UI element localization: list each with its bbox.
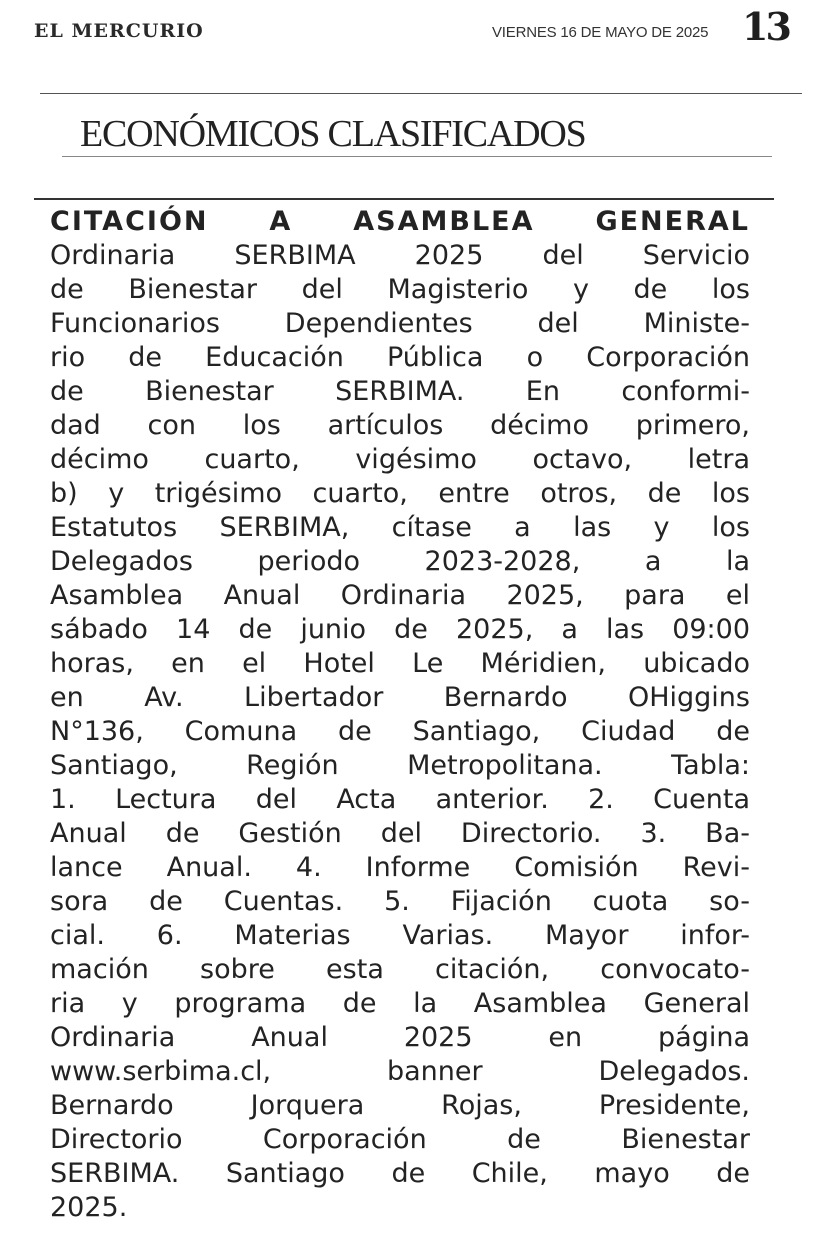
notice-line: en Av. Libertador Bernardo OHiggins: [50, 682, 750, 713]
notice-line: Directorio Corporación de Bienestar: [50, 1124, 750, 1155]
notice-line: de Bienestar del Magisterio y de los: [50, 274, 750, 305]
notice-line: 2025.: [50, 1192, 128, 1223]
notice-line: Delegados periodo 2023-2028, a la: [50, 546, 750, 577]
header-divider: [40, 93, 802, 94]
notice-line: sora de Cuentas. 5. Fijación cuota so-: [50, 886, 750, 917]
page-header: [0, 0, 813, 60]
notice-line: dad con los artículos décimo primero,: [50, 410, 750, 441]
notice-line: décimo cuarto, vigésimo octavo, letra: [50, 444, 750, 475]
notice-line: Ordinaria Anual 2025 en página: [50, 1022, 750, 1053]
classified-notice: [50, 205, 750, 1225]
notice-line: 1. Lectura del Acta anterior. 2. Cuenta: [50, 784, 750, 815]
section-title: ECONÓMICOS CLASIFICADOS: [80, 113, 586, 155]
notice-line: sábado 14 de junio de 2025, a las 09:00: [50, 614, 750, 645]
notice-line: SERBIMA. Santiago de Chile, mayo de: [50, 1158, 750, 1189]
notice-line: Anual de Gestión del Directorio. 3. Ba-: [50, 818, 750, 849]
notice-line: Ordinaria SERBIMA 2025 del Servicio: [50, 240, 750, 271]
notice-line: de Bienestar SERBIMA. En conformi-: [50, 376, 750, 407]
notice-line: Funcionarios Dependientes del Ministe-: [50, 308, 750, 339]
notice-line: lance Anual. 4. Informe Comisión Revi-: [50, 852, 750, 883]
notice-line: Asamblea Anual Ordinaria 2025, para el: [50, 580, 750, 611]
notice-line: N°136, Comuna de Santiago, Ciudad de: [50, 716, 750, 747]
notice-line: ria y programa de la Asamblea General: [50, 988, 750, 1019]
page-number: 13: [742, 4, 789, 49]
notice-line: rio de Educación Pública o Corporación: [50, 342, 750, 373]
notice-line: Estatutos SERBIMA, cítase a las y los: [50, 512, 750, 543]
notice-line: b) y trigésimo cuarto, entre otros, de los: [50, 478, 750, 509]
notice-line: horas, en el Hotel Le Méridien, ubicado: [50, 648, 750, 679]
issue-date: VIERNES 16 DE MAYO DE 2025: [492, 24, 709, 41]
notice-top-rule: [34, 198, 774, 200]
section-title-underline: [62, 156, 772, 157]
notice-line: cial. 6. Materias Varias. Mayor infor-: [50, 920, 750, 951]
notice-line: www.serbima.cl, banner Delegados.: [50, 1056, 750, 1087]
notice-headline: CITACIÓN A ASAMBLEA GENERAL: [50, 206, 750, 237]
newspaper-masthead: EL MERCURIO: [34, 20, 204, 42]
notice-line: Bernardo Jorquera Rojas, Presidente,: [50, 1090, 750, 1121]
notice-line: mación sobre esta citación, convocato-: [50, 954, 750, 985]
notice-line: Santiago, Región Metropolitana. Tabla:: [50, 750, 750, 781]
